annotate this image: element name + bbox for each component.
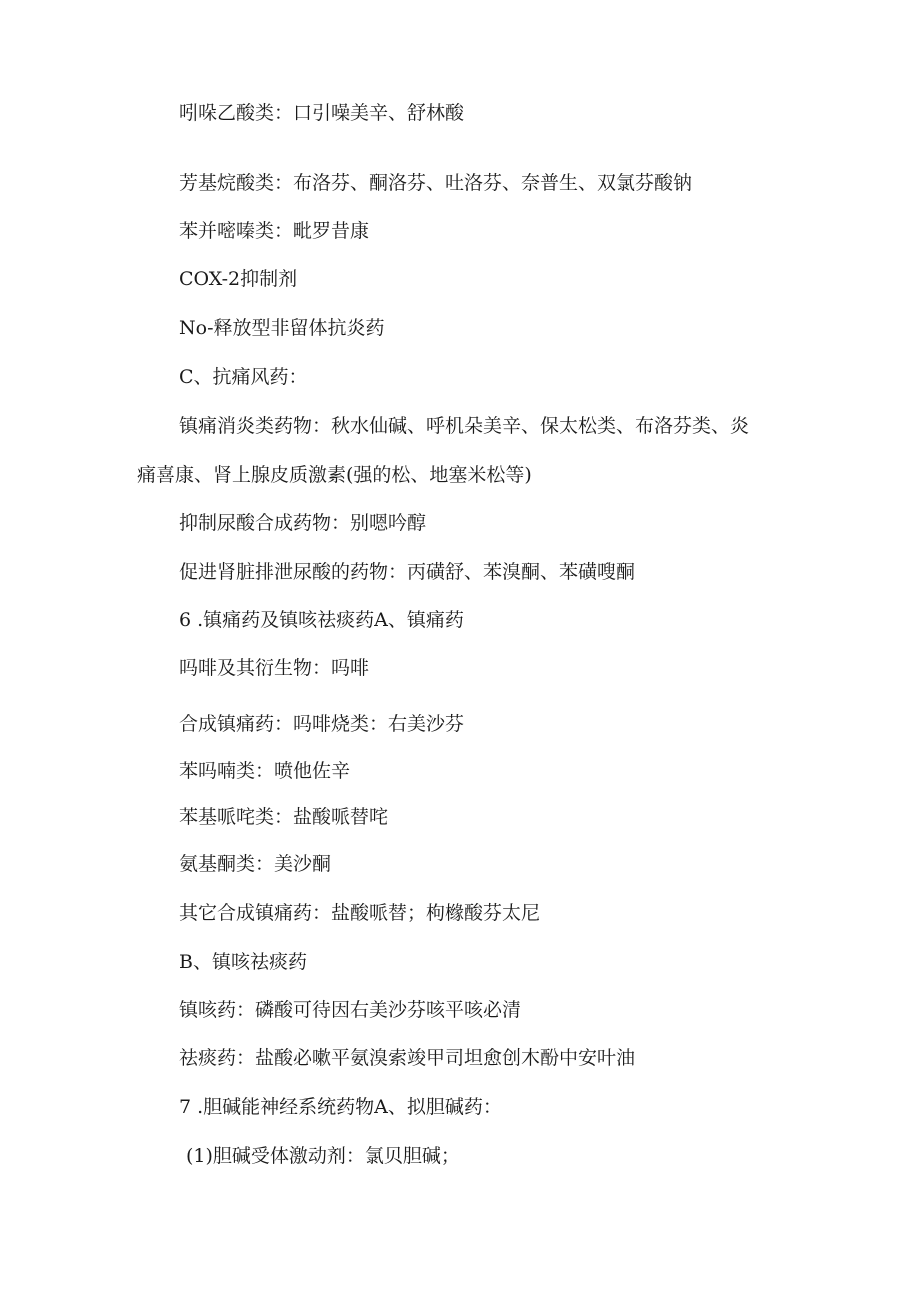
text-line: 苯并嘧嗪类：毗罗昔康	[179, 220, 370, 242]
text-line: 促进肾脏排泄尿酸的药物：丙磺舒、苯溴酮、苯磺嗖酮	[179, 561, 636, 583]
text-line: 镇痛消炎类药物：秋水仙碱、呼机朵美辛、保太松类、布洛芬类、炎	[179, 415, 750, 437]
section-heading: B、镇咳祛痰药	[179, 951, 307, 973]
text-line: 苯吗喃类：喷他佐辛	[179, 760, 351, 782]
text-line: 苯基哌咤类：盐酸哌替咤	[179, 806, 389, 828]
text-line-continuation: 痛喜康、肾上腺皮质激素(强的松、地塞米松等)	[137, 464, 532, 486]
section-heading: 6 .镇痛药及镇咳祛痰药A、镇痛药	[179, 609, 464, 631]
text-line: 吗啡及其衍生物：吗啡	[179, 657, 370, 679]
text-line: COX-2抑制剂	[179, 268, 298, 290]
text-line: 芳基烷酸类：布洛芬、酮洛芬、吐洛芬、奈普生、双氯芬酸钠	[179, 172, 693, 194]
text-line: 祛痰药：盐酸必嗽平氨溴索竣甲司坦愈创木酚中安叶油	[179, 1047, 636, 1069]
text-line: 镇咳药：磷酸可待因右美沙芬咳平咳必清	[179, 999, 522, 1021]
text-line: (1)胆碱受体激动剂：氯贝胆碱；	[186, 1145, 460, 1167]
section-heading: 7 .胆碱能神经系统药物A、拟胆碱药：	[179, 1096, 502, 1118]
text-line: 吲哚乙酸类：口引噪美辛、舒林酸	[179, 102, 465, 124]
text-line: 抑制尿酸合成药物：别嗯吟醇	[179, 512, 427, 534]
text-line: 合成镇痛药：吗啡烧类：右美沙芬	[179, 713, 465, 735]
text-line: 氨基酮类：美沙酮	[179, 853, 332, 875]
section-heading: C、抗痛风药：	[179, 366, 308, 388]
text-line: No-释放型非留体抗炎药	[179, 317, 385, 339]
text-line: 其它合成镇痛药：盐酸哌替；枸橼酸芬太尼	[179, 902, 541, 924]
